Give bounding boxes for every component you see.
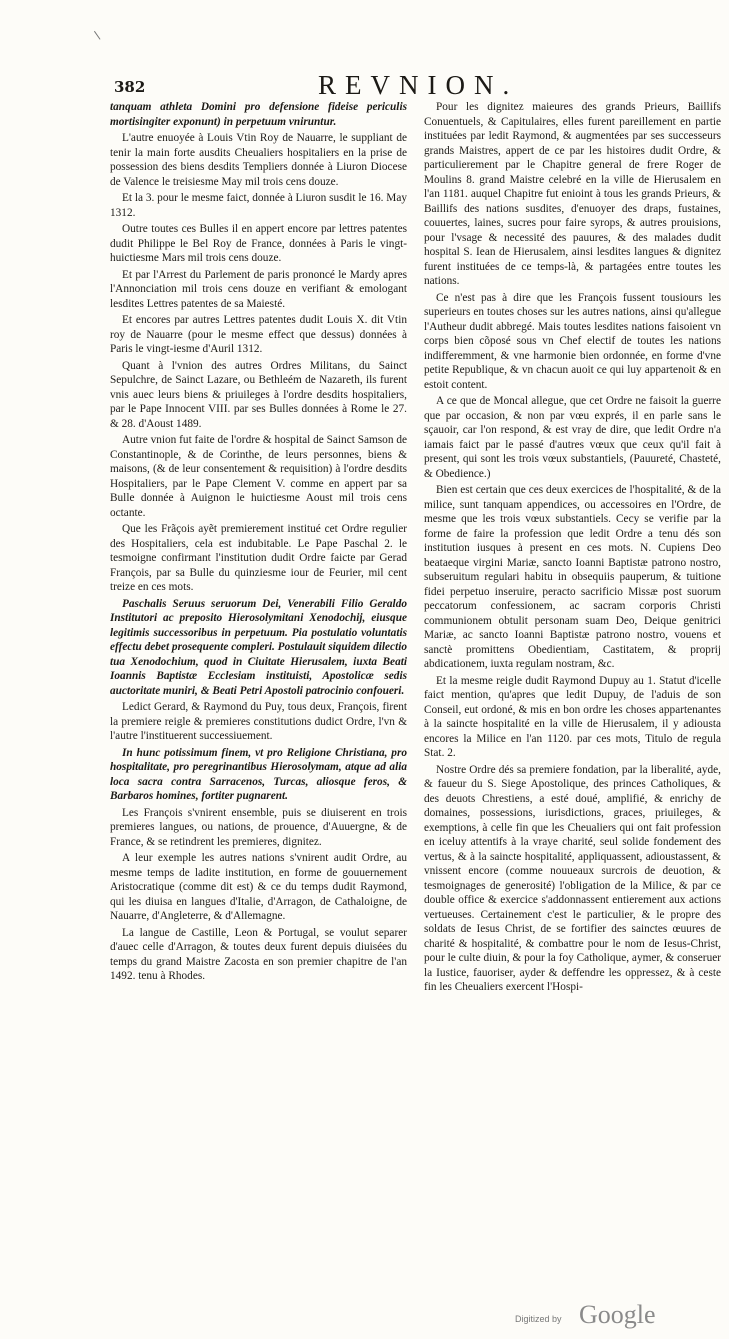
paragraph: Ledict Gerard, & Raymond du Puy, tous deux, François, firent la premiere reigle & premieres constitutions dudict Ordre, l'vn & l'autre l'instituerent successiuement. xyxy=(110,701,407,742)
paragraph: A ce que de Moncal allegue, que cet Ordre ne faisoit la guerre que par occasion, & non par vœu exprés, il en parle sans le sçauoir, car l'on respond, & est vray de dire, que ledit Ordre n'a iamais faict par le passé d'autres vœux que ceux qu'il fait à present, qui sont les trois vœux substantiels, (Pauureté, Chasteté, & Obedience.) xyxy=(424,395,721,480)
paragraph: Que les Frãçois ayẽt premierement institué cet Ordre regulier des Hospitaliers, cela est indubitable. Le Pape Paschal 2. le tesmoigne confirmant l'institution dudit Ordre faicte par Gerad François, par sa Bulle du quinziesme iour de Feurier, mil cent treize en ces mots. xyxy=(110,523,407,593)
paragraph: In hunc potissimum finem, vt pro Religione Christiana, pro hospitalitate, pro peregrinantibus Hierosolymam, atque ad alia loca sacra contra Sarracenos, Turcas, aliosque feros, & Barbaros homines, fortiter pugnarent. xyxy=(110,746,407,802)
paragraph: La langue de Castille, Leon & Portugal, se voulut separer d'auec celle d'Arragon, & toutes deux furent depuis diuisées du temps du grand Maistre Zacosta en son premier chapitre de l'an 1492. tenu à Rhodes. xyxy=(110,926,407,982)
paragraph: Et la 3. pour le mesme faict, donnée à Liuron susdit le 16. May 1312. xyxy=(110,192,407,219)
running-title: REVNION. xyxy=(318,70,519,100)
paragraph: Pour les dignitez maieures des grands Prieurs, Baillifs Conuentuels, & Capitulaires, elles furent pareillement en partie instituées par ledit Raymond, & augmentées par ses successeurs grands Maistres, appert de ce par les histoires dudit Ordre, & particulierement par le Chapitre general de frere Roger de Moulins 8. grand Maistre celebré en la ville de Hierusalem en l'an 1181. auquel Chapitre fut enioint à tous les grands Prieurs, & Baillifs des nations susdites, d'enuoyer des draps, fustaines, couuertes, laines, sucres pour faire syrops, & autres prouisions, pour l'vsage & necessité des pauures, & des malades dudit hospital S. Iean de Hierusalem, ainsi lesdites langues & dignitez furent instituées de ce temps-là, & partagées entre toutes les nations. xyxy=(424,101,721,287)
left-column xyxy=(110,100,407,1260)
paragraph: Quant à l'vnion des autres Ordres Militans, du Sainct Sepulchre, de Sainct Lazare, ou Bethleém de Nazareth, ils furent vnis auec leurs biens & priuileges à l'ordre desdits hospitaliers, par le Pape Innocent VIII. par ses Bulles données à Rome le 27. & 28. d'Aoust 1489. xyxy=(110,359,407,430)
paragraph: Ce n'est pas à dire que les François fussent tousiours les superieurs en toutes choses sur les autres nations, ainsi qu'allegue l'Autheur dudit abbregé. Mais toutes lesdites nations faisoient vn corps bien cõposé sous vn Chef electif de toutes les nations indifferemment, & vne harmonie bien ordonnée, en forme d'vne petite Republique, & vn chacun auoit ce qui luy appartenoit & en estoit content. xyxy=(424,291,721,391)
paragraph: Nostre Ordre dés sa premiere fondation, par la liberalité, ayde, & faueur du S. Siege Apostolique, des princes Catholiques, & des deuots Chrestiens, a esté doué, amplifié, & enrichy de domaines, possessions, iurisdictions, graces, priuileges, & exemptions, à celle fin que les Cheualiers qui ont fait profession en iceluy attentifs à la vraye charité, seul solide fondement des vertus, & à la saincte hospitalité, appliquassent, adioustassent, & vnissent encore (comme nouueaux surcrois de deuotion, & tesmoignages de generosité) l'obligation de la Milice, & par ce double office & exercice s'addonnassent entierement aux actions vertueuses. Certainement c'est le particulier, & le propre des soldats de Iesus Christ, de se fortifier des sainctes œuures de charité & hospitalité, & combattre pour le nom de Iesus-Christ, pour le culte diuin, & pour la foy Catholique, aymer, & conseruer la Iustice, fauoriser, ayder & deffendre les oppressez, & à ceste fin les Cheualiers exercent l'Hospi- xyxy=(424,763,721,993)
paragraph: Paschalis Seruus seruorum Dei, Venerabili Filio Geraldo Institutori ac preposito Hierosolymitani Xenodochij, eiusque legitimis successoribus in perpetuum. Pia postulatio voluntatis effectu debet prosequente compleri. Postulauit siquidem dilectio tua Xenodochium, quod in Ciuitate Hierusalem, iuxta Beati Ioannis Baptistæ Ecclesiam instituisti, Apostolicæ sedis auctoritate muniri, & Beati Petri Apostoli patrocinio confoueri. xyxy=(110,597,407,697)
paragraph: tanquam athleta Domini pro defensione fideise periculis mortisingiter exponunt) in perpetuum vniruntur. xyxy=(110,101,407,128)
paragraph: Autre vnion fut faite de l'ordre & hospital de Sainct Samson de Constantinople, & de Corinthe, de leurs personnes, biens & maisons, (& de leur consentement & requisition) à l'ordre desdits Hospitaliers, par le Pape Clement V. comme en appert par sa Bulle donnée à Auignon le huictiesme Aoust mil trois cens octante. xyxy=(110,434,407,519)
digitized-watermark xyxy=(515,1300,715,1330)
margin-mark xyxy=(94,26,107,39)
page-number: 382 xyxy=(114,78,146,96)
google-logo: Google xyxy=(579,1300,656,1329)
paragraph: L'autre enuoyée à Louis Vtin Roy de Nauarre, le suppliant de tenir la main forte ausdits Cheualiers hospitaliers en la prise de possession des biens desdits Templiers donnée à Liuron Diocese de Valence le treisiesme May mil trois cens douze. xyxy=(110,132,407,188)
paragraph: Outre toutes ces Bulles il en appert encore par lettres patentes dudit Philippe le Bel Roy de France, données à Paris le vingt-huictiesme Mars mil trois cens douze. xyxy=(110,223,407,264)
paragraph: Bien est certain que ces deux exercices de l'hospitalité, & de la milice, sunt tanquam appendices, ou accessoires en l'Ordre, de mesme que les trois vœux substantiels. Cecy se verifie par la forme de faire la profession que ledit Ordre a tenu dés son institution iusques à present en ces mots. N. Cupiens Deo beataeque virgini Mariæ, sancto Ioanni Baptistæ patrono nostro, subseruitum regulari habitu in obsequiis pauperum, & tuitione fidei perpetuo inseruire, peracto sacrificio Missæ post suorum peccatorum confessionem, ac sacram corporis Christi communionem obtulit personam suam Deo, Deique genitrici Mariæ, ac sancto Ioanni Baptistæ patrono nostro, vouens et sanctè promittens Obedientiam, Castitatem, & proprij abdicationem, iuxta regulam nostram, &c. xyxy=(424,484,721,670)
paragraph: Et la mesme reigle dudit Raymond Dupuy au 1. Statut d'icelle faict mention, qu'apres que ledit Dupuy, de l'aduis de son Conseil, eut ordoné, & mis en bon ordre les choses appartenantes à la saincte hospitalité en la ville de Hierusalem, il y adiousta encores la Milice en l'an 1120. par ces mots, Titulo de regula Stat. 2. xyxy=(424,674,721,759)
right-column xyxy=(424,100,721,1260)
paragraph: Et par l'Arrest du Parlement de paris prononcé le Mardy apres l'Annonciation mil trois cens douze en verifiant & emologant lesdites Lettres patentes de sa Maiesté. xyxy=(110,268,407,310)
paragraph: Les François s'vnirent ensemble, puis se diuiserent en trois premieres langues, ou nations, de prouence, d'Auuergne, & de France, & se retindrent les premieres, dignitez. xyxy=(110,806,407,848)
page-header xyxy=(108,70,708,100)
watermark-prefix: Digitized by xyxy=(515,1314,562,1324)
paragraph: Et encores par autres Lettres patentes dudit Louis X. dit Vtin roy de Nauarre (pour le mesme effect que dessus) données à Paris le vingt-iesme d'Auril 1312. xyxy=(110,314,407,355)
paragraph: A leur exemple les autres nations s'vnirent audit Ordre, au mesme temps de ladite institution, en forme de gouuernement Aristocratique (comme dit est) & ce du temps dudit Raymond, qui les diuisa en langues d'Italie, d'Arragon, de Cathaloigne, de Nauarre, d'Angleterre, & d'Allemagne. xyxy=(110,852,407,922)
